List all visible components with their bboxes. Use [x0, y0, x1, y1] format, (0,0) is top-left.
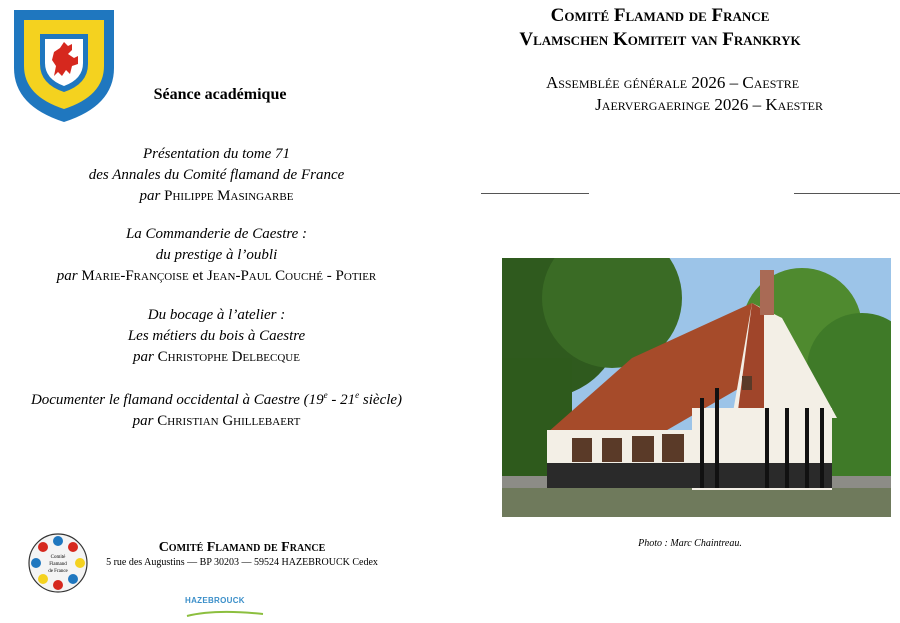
coat-of-arms-shield-icon — [12, 8, 116, 124]
talk-3 — [0, 305, 433, 368]
assembly-flemish: Jaervergaeringe 2026 – Kaester — [595, 95, 823, 114]
talk-3-speaker: Christophe Delbecque — [157, 349, 300, 365]
talk-1-by: par — [139, 188, 161, 204]
photo-credit: Photo : Marc Chaintreau. — [638, 538, 742, 549]
session-title: Séance académique — [153, 86, 287, 103]
house-photo — [502, 258, 891, 517]
talk-1-line-2: des Annales du Comité flamand de France — [88, 167, 345, 183]
org-name-flemish: Vlamschen Komiteit van Frankryk — [519, 29, 801, 50]
talk-2-by: par — [56, 268, 78, 284]
talk-3-line-1: Du bocage à l’atelier : — [147, 307, 286, 323]
talk-1-line-1: Présentation du tome 71 — [142, 146, 291, 162]
assembly-french: Assemblée générale 2026 – Caestre — [545, 73, 800, 92]
talk-2-speaker-a: Marie-Françoise — [81, 268, 189, 284]
committee-roundel-logo — [28, 533, 88, 593]
talk-4-by: par — [132, 413, 154, 429]
roundel-text-3: de France — [48, 569, 68, 574]
talk-4-speaker: Christian Ghillebaert — [157, 413, 301, 429]
talk-1-speaker: Philippe Masingarbe — [164, 188, 294, 204]
talk-2-line-1: La Commanderie de Caestre : — [125, 226, 308, 242]
hazebrouck-logo — [185, 596, 265, 616]
hazebrouck-logo-text: HAZEBROUCK — [185, 596, 245, 605]
talk-2-line-2: du prestige à l’oubli — [155, 247, 278, 263]
talk-4 — [0, 385, 433, 432]
talk-4-line-1: Documenter le flamand occidental à Caestre (19e - 21e siècle) — [30, 390, 403, 408]
divider-left — [481, 193, 589, 194]
hazebrouck-swoosh-icon — [185, 610, 265, 618]
talk-1 — [0, 144, 433, 207]
roundel-text-1: Comité — [50, 555, 66, 560]
org-name-french: Comité Flamand de France — [550, 5, 770, 26]
talk-3-by: par — [133, 349, 154, 365]
roundel-text-2: Flamand — [49, 562, 67, 567]
talk-2-speaker-b: Jean-Paul Couché - Potier — [207, 268, 377, 284]
talk-2-and: et — [192, 268, 204, 284]
footer-address: 5 rue des Augustins — BP 30203 — 59524 HAZEBROUCK Cedex — [106, 557, 378, 568]
divider-right — [794, 193, 900, 194]
talk-2 — [0, 224, 433, 287]
footer-org-name: Comité Flamand de France — [158, 540, 326, 555]
talk-3-line-2: Les métiers du bois à Caestre — [127, 328, 306, 344]
